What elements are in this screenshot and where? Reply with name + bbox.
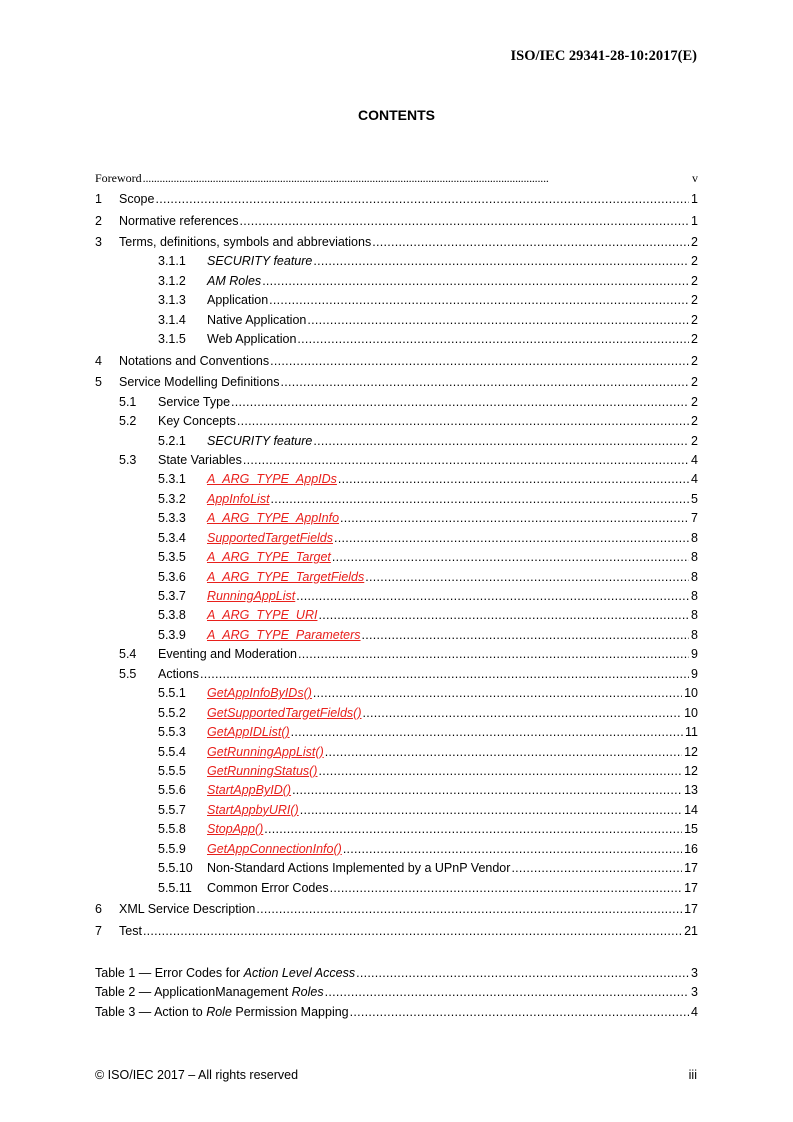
dot-leader xyxy=(143,924,682,938)
document-header: ISO/IEC 29341-28-10:2017(E) xyxy=(510,48,697,64)
dot-leader xyxy=(270,354,689,368)
toc-entry-number: 3.1.4 xyxy=(158,312,186,327)
toc-entry-link[interactable]: AppInfoList xyxy=(207,491,270,506)
dot-leader xyxy=(231,395,689,409)
toc-entry[interactable] xyxy=(95,661,698,680)
toc-entry-page: 1 xyxy=(691,192,698,206)
toc-entry[interactable] xyxy=(95,603,698,622)
toc-entry-number: 5.5.2 xyxy=(158,705,186,720)
toc-entry-link[interactable]: A_ARG_TYPE_AppIDs xyxy=(207,472,337,487)
toc-entry[interactable] xyxy=(95,165,698,185)
toc-entry-number: 5.5.4 xyxy=(158,744,186,759)
toc-entry-number: 5.3.2 xyxy=(158,491,186,506)
dot-leader xyxy=(313,434,689,448)
toc-entry-page: 8 xyxy=(691,608,698,623)
toc-entry-title: Terms, definitions, symbols and abbreviations xyxy=(119,235,372,249)
table-entry-title-emphasis: Role xyxy=(206,1004,232,1019)
toc-entry[interactable] xyxy=(95,230,698,250)
toc-entry-page: 9 xyxy=(691,647,698,662)
toc-entry-link[interactable]: A_ARG_TYPE_TargetFields xyxy=(207,569,365,584)
toc-entry-number: 5.5 xyxy=(119,666,137,681)
toc-entry-page: 12 xyxy=(684,763,698,778)
toc-entry-page: 15 xyxy=(684,822,698,837)
toc-entry-title: AM Roles xyxy=(207,273,262,288)
dot-leader xyxy=(343,842,682,856)
dot-leader xyxy=(297,332,689,346)
dot-leader xyxy=(143,171,690,185)
toc-entry-number: 5.1 xyxy=(119,394,137,409)
dot-leader xyxy=(334,531,689,545)
toc-entry-number: 5.5.1 xyxy=(158,686,186,701)
toc-entry-number: 1 xyxy=(95,192,102,206)
table-entry-title-emphasis: Action Level Access xyxy=(243,965,356,980)
dot-leader xyxy=(296,589,689,603)
table-entry-title-suffix: Permission Mapping xyxy=(231,1004,349,1019)
toc-entry-number: 4 xyxy=(95,353,102,368)
toc-entry-title: Test xyxy=(119,923,142,938)
toc-entry-link[interactable]: GetAppConnectionInfo() xyxy=(207,841,342,856)
toc-entry-page: 8 xyxy=(691,627,698,642)
toc-entry-link[interactable]: GetRunningAppList() xyxy=(207,744,324,759)
toc-entry[interactable] xyxy=(95,486,698,505)
toc-entry[interactable] xyxy=(95,348,698,368)
toc-entry-page: 11 xyxy=(685,725,698,740)
dot-leader xyxy=(281,375,690,389)
toc-entry-link[interactable]: GetAppInfoByIDs() xyxy=(207,686,312,701)
toc-entry[interactable] xyxy=(95,187,698,207)
toc-entry-link[interactable]: StopApp() xyxy=(207,822,264,837)
toc-entry[interactable] xyxy=(95,778,698,797)
toc-entry-page: 8 xyxy=(691,530,698,545)
toc-entry[interactable] xyxy=(95,797,698,816)
toc-entry[interactable] xyxy=(95,836,698,855)
toc-entry-number: 5.3.8 xyxy=(158,608,186,623)
copyright-notice: © ISO/IEC 2017 – All rights reserved xyxy=(95,1068,299,1082)
toc-entry[interactable] xyxy=(95,817,698,836)
table-list-entry[interactable] xyxy=(95,960,698,980)
toc-entry-number: 5.3.1 xyxy=(158,472,186,487)
toc-entry-number: 5.3.5 xyxy=(158,550,186,565)
dot-leader xyxy=(200,667,689,681)
toc-entry-title: SECURITY feature xyxy=(207,433,313,448)
toc-entry-number: 5.5.11 xyxy=(158,880,192,895)
dot-leader xyxy=(271,492,690,506)
dot-leader xyxy=(511,861,682,875)
toc-entry-title: Actions xyxy=(158,666,199,681)
toc-entry[interactable] xyxy=(95,545,698,564)
toc-entry-title: Application xyxy=(207,293,269,308)
toc-entry[interactable] xyxy=(95,467,698,486)
toc-entry-number: 3.1.2 xyxy=(158,273,186,288)
toc-entry-number: 6 xyxy=(95,902,102,917)
toc-entry[interactable] xyxy=(95,564,698,583)
table-entry-title xyxy=(95,1005,349,1019)
table-entry-title xyxy=(95,985,324,999)
toc-entry-number: 3.1.1 xyxy=(158,254,186,269)
toc-entry-page: 2 xyxy=(691,312,698,327)
dot-leader xyxy=(264,822,682,836)
toc-entry-page: 2 xyxy=(691,394,698,409)
list-of-tables xyxy=(95,960,698,1019)
toc-entry-link[interactable]: GetRunningStatus() xyxy=(207,763,318,778)
dot-leader xyxy=(330,881,683,895)
toc-entry-page: 14 xyxy=(684,802,698,817)
toc-entry-page: 8 xyxy=(691,589,698,603)
toc-entry[interactable] xyxy=(95,327,698,346)
toc-entry-link[interactable]: A_ARG_TYPE_Target xyxy=(207,550,331,565)
toc-entry-page: 2 xyxy=(691,433,698,448)
toc-entry[interactable] xyxy=(95,506,698,525)
table-of-contents xyxy=(95,165,698,938)
dot-leader xyxy=(362,628,690,642)
toc-entry-number: 5.5.6 xyxy=(158,783,186,798)
table-entry-title xyxy=(95,966,355,980)
toc-entry-title: Scope xyxy=(119,192,155,206)
toc-entry-page: 12 xyxy=(684,744,698,759)
toc-entry-page: v xyxy=(692,170,698,185)
toc-entry-link[interactable]: A_ARG_TYPE_AppInfo xyxy=(207,511,340,526)
toc-entry-number: 5.2 xyxy=(119,414,137,429)
toc-entry-page: 4 xyxy=(691,472,698,487)
dot-leader xyxy=(313,686,682,700)
toc-entry-title: Non-Standard Actions Implemented by a UPnP Vendor xyxy=(207,861,511,876)
toc-entry-page: 13 xyxy=(684,783,698,798)
toc-entry-number: 7 xyxy=(95,923,102,938)
toc-entry[interactable] xyxy=(95,739,698,758)
toc-entry-number: 5.3 xyxy=(119,452,137,467)
toc-entry-number: 3 xyxy=(95,235,102,249)
toc-entry[interactable] xyxy=(95,622,698,641)
dot-leader xyxy=(298,647,689,661)
toc-entry-page: 2 xyxy=(691,273,698,288)
toc-entry-number: 5.3.6 xyxy=(158,569,186,584)
page-number: iii xyxy=(688,1068,697,1082)
dot-leader xyxy=(365,570,689,584)
toc-entry[interactable] xyxy=(95,389,698,408)
table-entry-title-text: Table 2 — ApplicationManagement xyxy=(95,985,292,999)
toc-entry-number: 5.4 xyxy=(119,647,137,662)
toc-entry-title: State Variables xyxy=(158,452,242,467)
dot-leader xyxy=(300,803,682,817)
dot-leader xyxy=(240,214,690,228)
toc-entry[interactable] xyxy=(95,897,698,917)
toc-entry[interactable] xyxy=(95,700,698,719)
dot-leader xyxy=(269,293,689,307)
toc-entry[interactable] xyxy=(95,288,698,307)
toc-entry-title: Web Application xyxy=(207,332,297,347)
toc-entry-link[interactable]: GetSupportedTargetFields() xyxy=(207,705,362,720)
toc-entry-link[interactable]: GetAppIDList() xyxy=(207,725,290,740)
table-list-entry[interactable] xyxy=(95,980,698,1000)
toc-entry-page: 17 xyxy=(684,880,698,895)
toc-entry-link[interactable]: StartAppByID() xyxy=(207,783,292,798)
dot-leader xyxy=(155,192,689,206)
dot-leader xyxy=(372,235,689,249)
toc-entry-number: 5.5.3 xyxy=(158,725,186,740)
toc-entry-title: XML Service Description xyxy=(119,902,256,917)
toc-entry-number: 5 xyxy=(95,375,102,390)
dot-leader xyxy=(318,764,682,778)
toc-entry-page: 17 xyxy=(684,861,698,876)
dot-leader xyxy=(313,254,689,268)
toc-entry-page: 2 xyxy=(691,353,698,368)
toc-entry[interactable] xyxy=(95,409,698,428)
dot-leader xyxy=(243,453,689,467)
toc-entry-page: 2 xyxy=(691,332,698,347)
toc-entry-page: 21 xyxy=(684,923,698,938)
toc-entry[interactable] xyxy=(95,268,698,287)
toc-entry-number: 5.3.7 xyxy=(158,589,186,603)
dot-leader xyxy=(350,1005,689,1019)
toc-entry[interactable] xyxy=(95,584,698,603)
toc-entry[interactable] xyxy=(95,918,698,938)
table-entry-title-emphasis: Roles xyxy=(291,985,324,999)
toc-entry-number: 3.1.3 xyxy=(158,293,186,308)
toc-entry[interactable] xyxy=(95,208,698,228)
toc-entry[interactable] xyxy=(95,428,698,447)
toc-entry[interactable] xyxy=(95,720,698,739)
toc-entry-title: Service Modelling Definitions xyxy=(119,375,280,390)
dot-leader xyxy=(256,902,682,916)
toc-entry-link[interactable]: StartAppbyURI() xyxy=(207,802,299,817)
dot-leader xyxy=(237,414,689,428)
toc-entry-title: Native Application xyxy=(207,312,307,327)
toc-entry-number: 5.5.8 xyxy=(158,822,186,837)
dot-leader xyxy=(362,706,682,720)
toc-entry-page: 2 xyxy=(691,414,698,429)
toc-entry-page: 7 xyxy=(691,511,698,526)
toc-entry-number: 5.3.3 xyxy=(158,511,186,526)
toc-entry-title: SECURITY feature xyxy=(207,254,313,269)
toc-entry-link[interactable]: A_ARG_TYPE_URI xyxy=(207,608,318,623)
toc-entry-number: 5.5.9 xyxy=(158,841,186,856)
toc-entry-page: 10 xyxy=(684,705,698,720)
toc-entry-link[interactable]: A_ARG_TYPE_Parameters xyxy=(207,627,361,642)
toc-entry-link[interactable]: RunningAppList xyxy=(207,589,296,603)
toc-entry-page: 16 xyxy=(684,841,698,856)
table-entry-title-text: Table 3 — Action to xyxy=(95,1004,207,1019)
toc-entry-title: Notations and Conventions xyxy=(119,353,270,368)
toc-entry-title: Key Concepts xyxy=(158,414,236,429)
toc-entry-number: 5.3.9 xyxy=(158,627,186,642)
dot-leader xyxy=(262,274,689,288)
toc-entry-page: 17 xyxy=(684,902,698,917)
toc-entry-number: 3.1.5 xyxy=(158,332,186,347)
toc-entry-number: 2 xyxy=(95,213,102,228)
toc-entry-page: 2 xyxy=(691,254,698,269)
toc-entry-number: 5.2.1 xyxy=(158,433,186,448)
toc-entry-title: Service Type xyxy=(158,394,231,409)
toc-entry-page: 2 xyxy=(691,293,698,308)
toc-entry-title: Normative references xyxy=(119,213,239,228)
toc-entry[interactable] xyxy=(95,875,698,894)
toc-entry[interactable] xyxy=(95,642,698,661)
table-list-entry[interactable] xyxy=(95,999,698,1019)
toc-entry-title: Foreword xyxy=(95,170,142,185)
dot-leader xyxy=(291,725,683,739)
toc-entry-title: Common Error Codes xyxy=(207,880,329,895)
table-entry-page: 3 xyxy=(691,985,698,999)
dot-leader xyxy=(338,472,689,486)
table-entry-page: 4 xyxy=(691,1004,698,1019)
dot-leader xyxy=(325,745,682,759)
toc-entry[interactable] xyxy=(95,525,698,544)
toc-entry-page: 1 xyxy=(691,213,698,228)
toc-entry-title: Eventing and Moderation xyxy=(158,647,297,662)
toc-entry[interactable] xyxy=(95,448,698,467)
dot-leader xyxy=(325,985,689,999)
toc-entry[interactable] xyxy=(95,370,698,390)
toc-entry-page: 2 xyxy=(691,235,698,249)
toc-entry-page: 10 xyxy=(684,686,698,701)
toc-entry[interactable] xyxy=(95,759,698,778)
dot-leader xyxy=(340,511,689,525)
table-entry-page: 3 xyxy=(691,965,698,980)
toc-entry-page: 9 xyxy=(691,666,698,681)
dot-leader xyxy=(292,783,682,797)
toc-entry-page: 8 xyxy=(691,569,698,584)
toc-entry-number: 5.3.4 xyxy=(158,530,186,545)
toc-entry[interactable] xyxy=(95,249,698,268)
dot-leader xyxy=(318,608,689,622)
toc-entry-number: 5.5.10 xyxy=(158,861,193,876)
toc-entry[interactable] xyxy=(95,856,698,875)
toc-entry[interactable] xyxy=(95,307,698,326)
contents-title: CONTENTS xyxy=(358,107,435,123)
toc-entry-link[interactable]: SupportedTargetFields xyxy=(207,530,334,545)
toc-entry-page: 5 xyxy=(691,491,698,506)
toc-entry-page: 2 xyxy=(691,375,698,390)
toc-entry-number: 5.5.5 xyxy=(158,763,186,778)
toc-entry-page: 4 xyxy=(691,452,698,467)
table-entry-title-text: Table 1 — Error Codes for xyxy=(95,965,244,980)
toc-entry[interactable] xyxy=(95,681,698,700)
dot-leader xyxy=(356,966,689,980)
dot-leader xyxy=(307,313,689,327)
dot-leader xyxy=(332,550,689,564)
toc-entry-page: 8 xyxy=(691,550,698,565)
toc-entry-number: 5.5.7 xyxy=(158,802,186,817)
